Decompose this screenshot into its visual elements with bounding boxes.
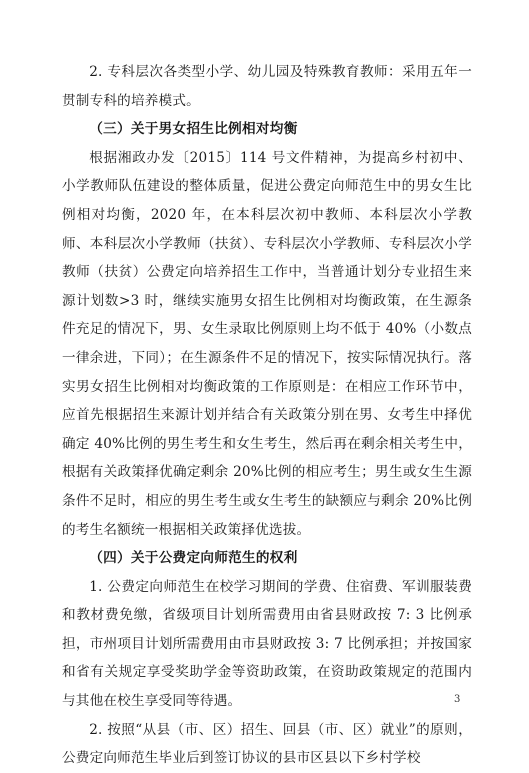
paragraph-gender-balance-policy: 根据湘政办发〔2015〕114 号文件精神，为提高乡村初中、小学教师队伍建设的整体质量，促进公费定向师范生中的男女生比例相对均衡，2020 年，在本科层次初中教师、本科层次小学教师、本科层次小学教师（扶贫）、专科层次小学教师、专科层次小学教师（扶贫）公费定向培养招生工作中，当普通计划分专业招生来源计划数>3 时，继续实施男女招生比例相对均衡政策，在生源条件充足的情况下，男、女生录取比例原则上均不低于 40%（小数点一律余进，下同）；在生源条件不足的情况下，按实际情况执行。落实男女招生比例相对均衡政策的工作原则是：在相应工作环节中，应首先根据招生来源计划并结合有关政策分别在男、女考生中择优确定 40%比例的男生考生和女生考生，然后再在剩余相关考生中，根据有关政策择优确定剩余 20%比例的相应考生；男生或女生生源条件不足时，相应的男生考生或女生考生的缺额应与剩余 20%比例的考生名额统一根据相关政策择优选拔。 <box>62 149 472 538</box>
document-body <box>62 58 472 773</box>
paragraph-employment-principle: 2. 按照“从县（市、区）招生、回县（市、区）就业”的原则，公费定向师范生毕业后到签订协议的县市区县以下乡村学校 <box>62 721 472 767</box>
paragraph-specialist-level-teachers: 2. 专科层次各类型小学、幼儿园及特殊教育教师：采用五年一贯制专科的培养模式。 <box>62 64 472 109</box>
section-heading-student-rights: （四）关于公费定向师范生的权利 <box>89 550 298 567</box>
paragraph-fee-exemption: 1. 公费定向师范生在校学习期间的学费、住宿费、军训服装费和教材费免缴，省级项目计划所需费用由省县财政按 7: 3 比例承担，市州项目计划所需费用由市县财政按 3: 7 比例承担；并按国家和省有关规定享受奖助学金等资助政策，在资助政策规定的范围内与其他在校生享受同等待遇。 <box>62 578 472 710</box>
section-heading-gender-balance: （三）关于男女招生比例相对均衡 <box>89 121 298 138</box>
page-number: 3 <box>454 694 461 705</box>
